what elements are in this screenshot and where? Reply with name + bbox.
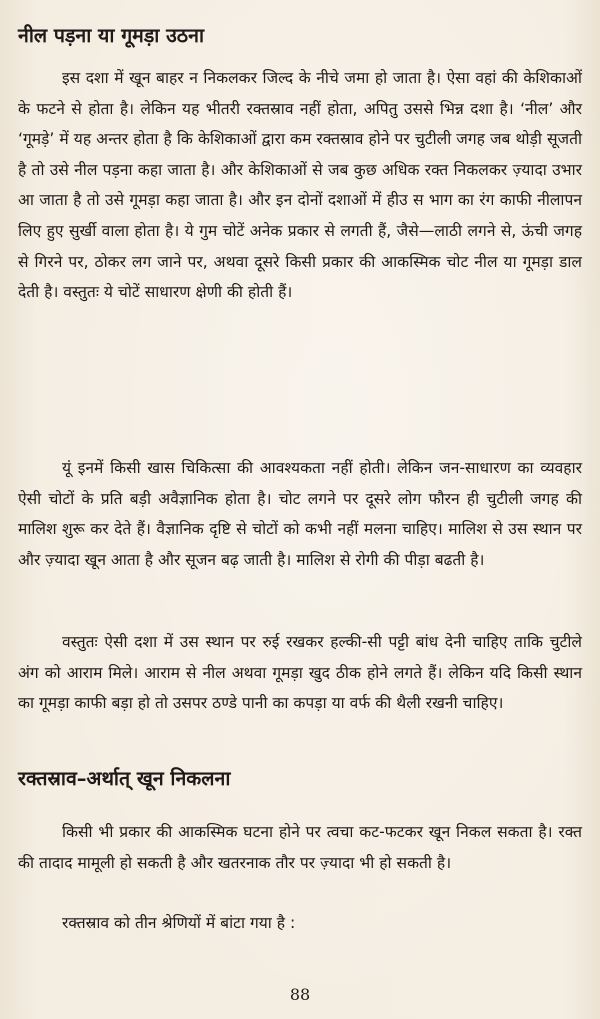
paragraph-massage-warning: यूं इनमें किसी खास चिकित्सा की आवश्यकता नहीं होती। लेकिन जन-साधारण का व्यवहार ऐसी चोटों के प्रति बड़ी अवैज्ञानिक होता है। चोट लगने पर दूसरे लोग फौरन ही चुटीली जगह की मालिश शुरू कर देते हैं। वैज्ञानिक दृष्टि से चोटों को कभी नहीं मलना चाहिए। मालिश से उस स्थान पर और ज़्यादा खून आता है और सूजन बढ़ जाती है। मालिश से रोगी की पीड़ा बढती है।	[18, 459, 582, 569]
page-number: 88	[289, 985, 311, 1004]
section-heading-bleeding: रक्तस्राव–अर्थात् खून निकलना	[18, 767, 231, 790]
section-heading-bruise: नील पड़ना या गूमड़ा उठना	[18, 24, 205, 47]
paragraph-bruise-description: इस दशा में खून बाहर न निकलकर जिल्द के नीचे जमा हो जाता है। ऐसा वहां की केशिकाओं के फटने से होता है। लेकिन यह भीतरी रक्तस्राव नहीं होता, अपितु उससे भिन्न दशा है। ‘नील’ और ‘गूमड़े’ में यह अन्तर होता है कि केशिकाओं द्वारा कम रक्तस्राव होने पर चुटीली जगह जब थोड़ी सूजती है तो उसे नील पड़ना कहा जाता है। और केशिकाओं से जब कुछ अधिक रक्त निकलकर ज़्यादा उभार आ जाता है तो उसे गूमड़ा कहा जाता है। और इन दोनों दशाओं में हीउ स भाग का रंग काफी नीलापन लिए हुए सुर्खी वाला होता है। ये गुम चोटें अनेक प्रकार से लगती हैं, जैसे—लाठी लगने से, ऊंची जगह से गिरने पर, ठोकर लग जाने पर, अथवा दूसरे किसी प्रकार की आकस्मिक चोट नील या गूमड़ा डाल देती है। वस्तुतः ये चोटें साधारण क्षेणी की होती हैं।	[18, 69, 582, 302]
paragraph-bruise-treatment: वस्तुतः ऐसी दशा में उस स्थान पर रुई रखकर हल्की-सी पट्टी बांध देनी चाहिए ताकि चुटीले अंग को आराम मिले। आराम से नील अथवा गूमड़ा खुद ठीक होने लगते हैं। लेकिन यदि किसी स्थान का गूमड़ा काफी बड़ा हो तो उसपर ठण्डे पानी का कपड़ा या वर्फ की थैली रखनी चाहिए।	[18, 633, 582, 713]
paragraph-bleeding-intro: किसी भी प्रकार की आकस्मिक घटना होने पर त्वचा कट-फटकर खून निकल सकता है। रक्त की तादाद मामूली हो सकती है और खतरनाक तौर पर ज़्यादा भी हो सकती है।	[18, 823, 582, 872]
paragraph-bleeding-categories: रक्तस्राव को तीन श्रेणियों में बांटा गया है :	[62, 914, 296, 932]
